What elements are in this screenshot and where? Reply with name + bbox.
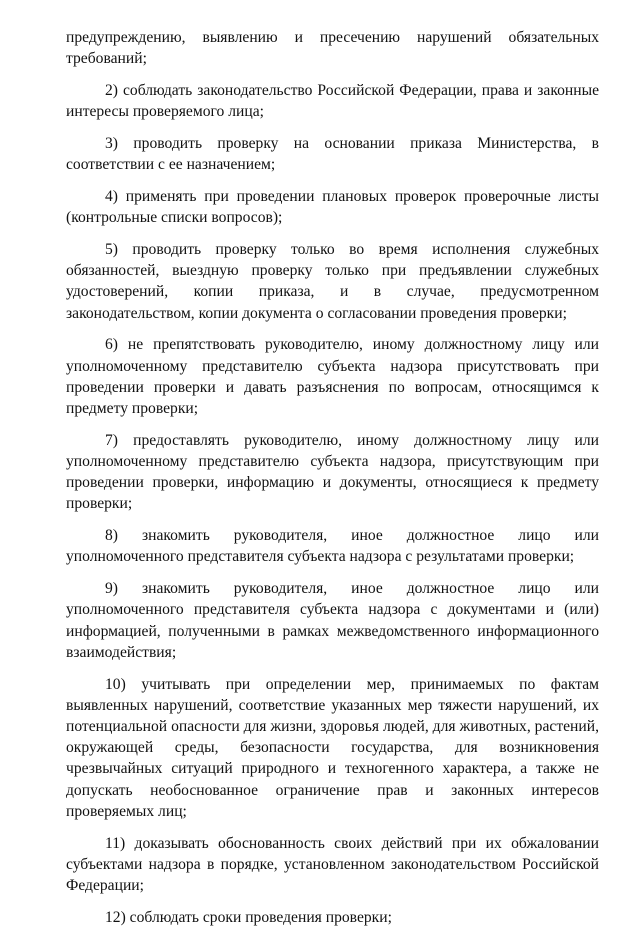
paragraph-item-4: 4) применять при проведении плановых проверок проверочные листы (контрольные списки вопросов);: [66, 188, 599, 227]
paragraph-item-12: 12) соблюдать сроки проведения проверки;: [105, 908, 392, 926]
paragraph-item-9: 9) знакомить руководителя, иное должностное лицо или уполномоченного представителя субъекта надзора с документами и (или) информацией, полученными в рамках межведомственного информационного взаимодействия;: [66, 580, 599, 661]
paragraph-item-7: 7) предоставлять руководителю, иному должностному лицу или уполномоченному представителю субъекта надзора, присутствующим при проведении проверки, информацию и документы, относящиеся к предмету проверки;: [66, 431, 599, 513]
paragraph-item-2: 2) соблюдать законодательство Российской Федерации, права и законные интересы проверяемого лица;: [66, 82, 599, 121]
paragraph-continuation: предупреждению, выявлению и пресечению нарушений обязательных требований;: [66, 29, 599, 68]
paragraph-item-6: 6) не препятствовать руководителю, иному должностному лицу или уполномоченному представителю субъекта надзора присутствовать при проведении проверки и давать разъяснения по вопросам, относящимся к предмету проверки;: [66, 336, 599, 418]
paragraph-item-5: 5) проводить проверку только во время исполнения служебных обязанностей, выездную проверку только при предъявлении служебных удостоверений, копии приказа, и в случае, предусмотренном законодательством, копии документа о согласовании проведения проверки;: [66, 241, 599, 322]
document-page: [66, 27, 599, 939]
paragraph-item-10: 10) учитывать при определении мер, принимаемых по фактам выявленных нарушений, соответствие указанных мер тяжести нарушений, их потенциальной опасности для жизни, здоровья людей, для животных, растений, окружающей среды, безопасности государства, для возникновения чрезвычайных ситуаций природного и техногенного характера, а также не допускать необоснованное ограничение прав и законных интересов проверяемых лиц;: [66, 675, 599, 820]
paragraph-item-11: 11) доказывать обоснованность своих действий при их обжаловании субъектами надзора в порядке, установленном законодательством Российской Федерации;: [66, 834, 599, 895]
paragraph-item-8: 8) знакомить руководителя, иное должностное лицо или уполномоченного представителя субъекта надзора с результатами проверки;: [66, 527, 599, 566]
paragraph-item-3: 3) проводить проверку на основании приказа Министерства, в соответствии с ее назначением;: [66, 135, 599, 174]
